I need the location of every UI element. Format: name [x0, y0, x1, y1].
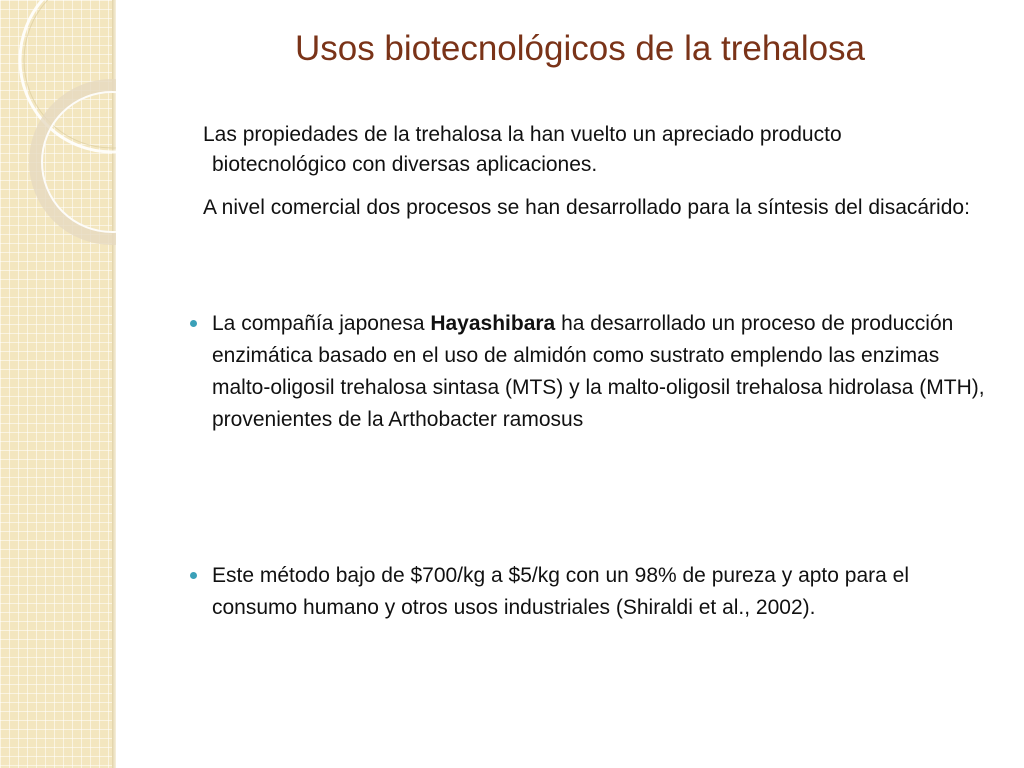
bullet-dot-icon	[190, 320, 197, 327]
bullet-text-after: ha desarrollado un proceso de producción enzimática basado en el uso de almidón como sustrato emplendo las enzimas malto-oligosil trehalosa sintasa (MTS) y la malto-oligosil trehalosa hidrolasa (MTH), provenientes de la Arthobacter ramosus	[212, 312, 985, 431]
bullet-text: Este método bajo de $700/kg a $5/kg con un 98% de pureza y apto para el consumo humano y otros usos industriales (Shiraldi et al., 2002).	[212, 564, 909, 619]
intro-paragraph-1	[190, 120, 980, 180]
intro-text-2: A nivel comercial dos procesos se han desarrollado para la síntesis del disacárido:	[203, 196, 970, 219]
bullet-dot-icon	[190, 572, 197, 579]
decorative-rings	[0, 0, 116, 768]
bullet-text-bold: Hayashibara	[430, 312, 556, 335]
bullet-item-hayashibara	[190, 308, 990, 436]
intro-text-1: Las propiedades de la trehalosa la han vuelto un apreciado producto biotecnológico con diversas aplicaciones.	[203, 123, 842, 176]
intro-paragraph-2	[190, 193, 980, 223]
ring-top	[20, 0, 116, 152]
slide-title: Usos biotecnológicos de la trehalosa	[294, 29, 866, 68]
bullet-text-before: La compañía japonesa	[212, 312, 431, 335]
ring-middle	[36, 86, 116, 238]
bullet-item-method-cost	[190, 560, 990, 624]
